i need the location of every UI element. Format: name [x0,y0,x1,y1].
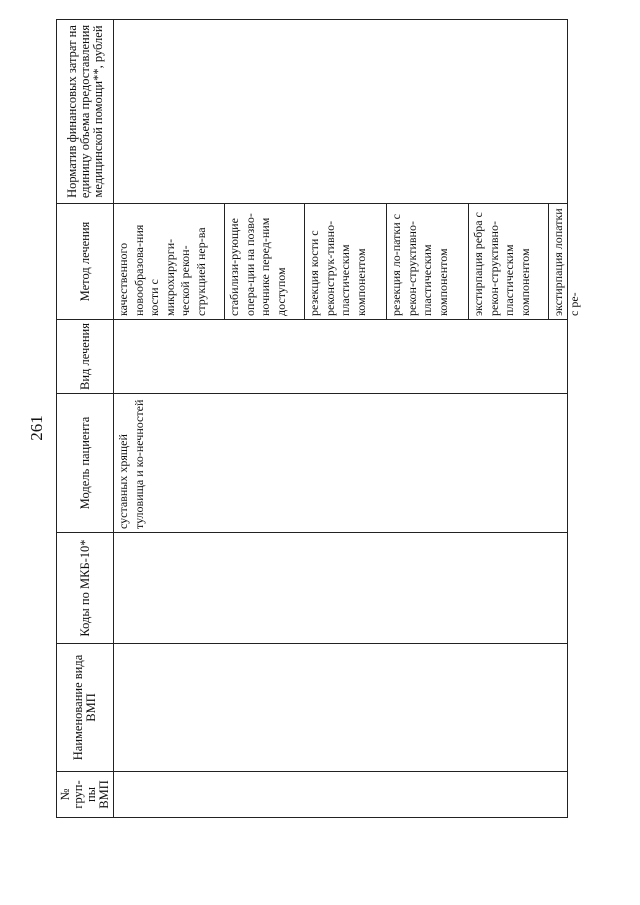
table-row [114,20,568,818]
treatment-method-item: стабилизи-рующие опера-ции на позво-ночнике перед-ним доступом [225,204,305,319]
header-patient-model: Модель пациента [57,394,114,533]
page-number: 261 [27,415,46,441]
cell-cost-standard [114,20,568,204]
vmp-table [56,19,581,818]
header-vmp-name: Наименование вида ВМП [57,644,114,772]
header-cost-standard: Норматив финансовых затрат на единицу объема предоставления медицинской помощи**, рублей [57,20,114,204]
treatment-method-item: экстирпация лопатки с ре- [551,208,581,316]
cell-treatment-methods [114,204,581,320]
cell-group-no [114,772,568,818]
header-icd-codes: Коды по МКБ-10* [57,533,114,644]
cell-treatment-type [114,320,568,394]
header-treatment-method: Метод лечения [57,204,114,320]
table-container [56,20,581,818]
cell-patient-model: суставных хрящей туловища и ко-нечностей [114,394,568,533]
header-treatment-type: Вид лечения [57,320,114,394]
treatment-method-item: качественного новообразова-ния кости с микрохирурги-ческой рекон-струкцией нер-ва [114,204,225,319]
header-group-no: № груп-пы ВМП [57,772,114,818]
cell-vmp-name [114,644,568,772]
treatment-method-item: экстирпация ребра с рекон-структивно-пластическим компонентом [469,204,549,319]
treatment-method-item: резекция кости с реконструк-тивно-пластическим компонентом [305,204,387,319]
cell-icd-codes [114,533,568,644]
header-row [57,20,114,818]
treatment-method-item: резекция ло-патки с рекон-структивно-пластическим компонентом [387,204,469,319]
